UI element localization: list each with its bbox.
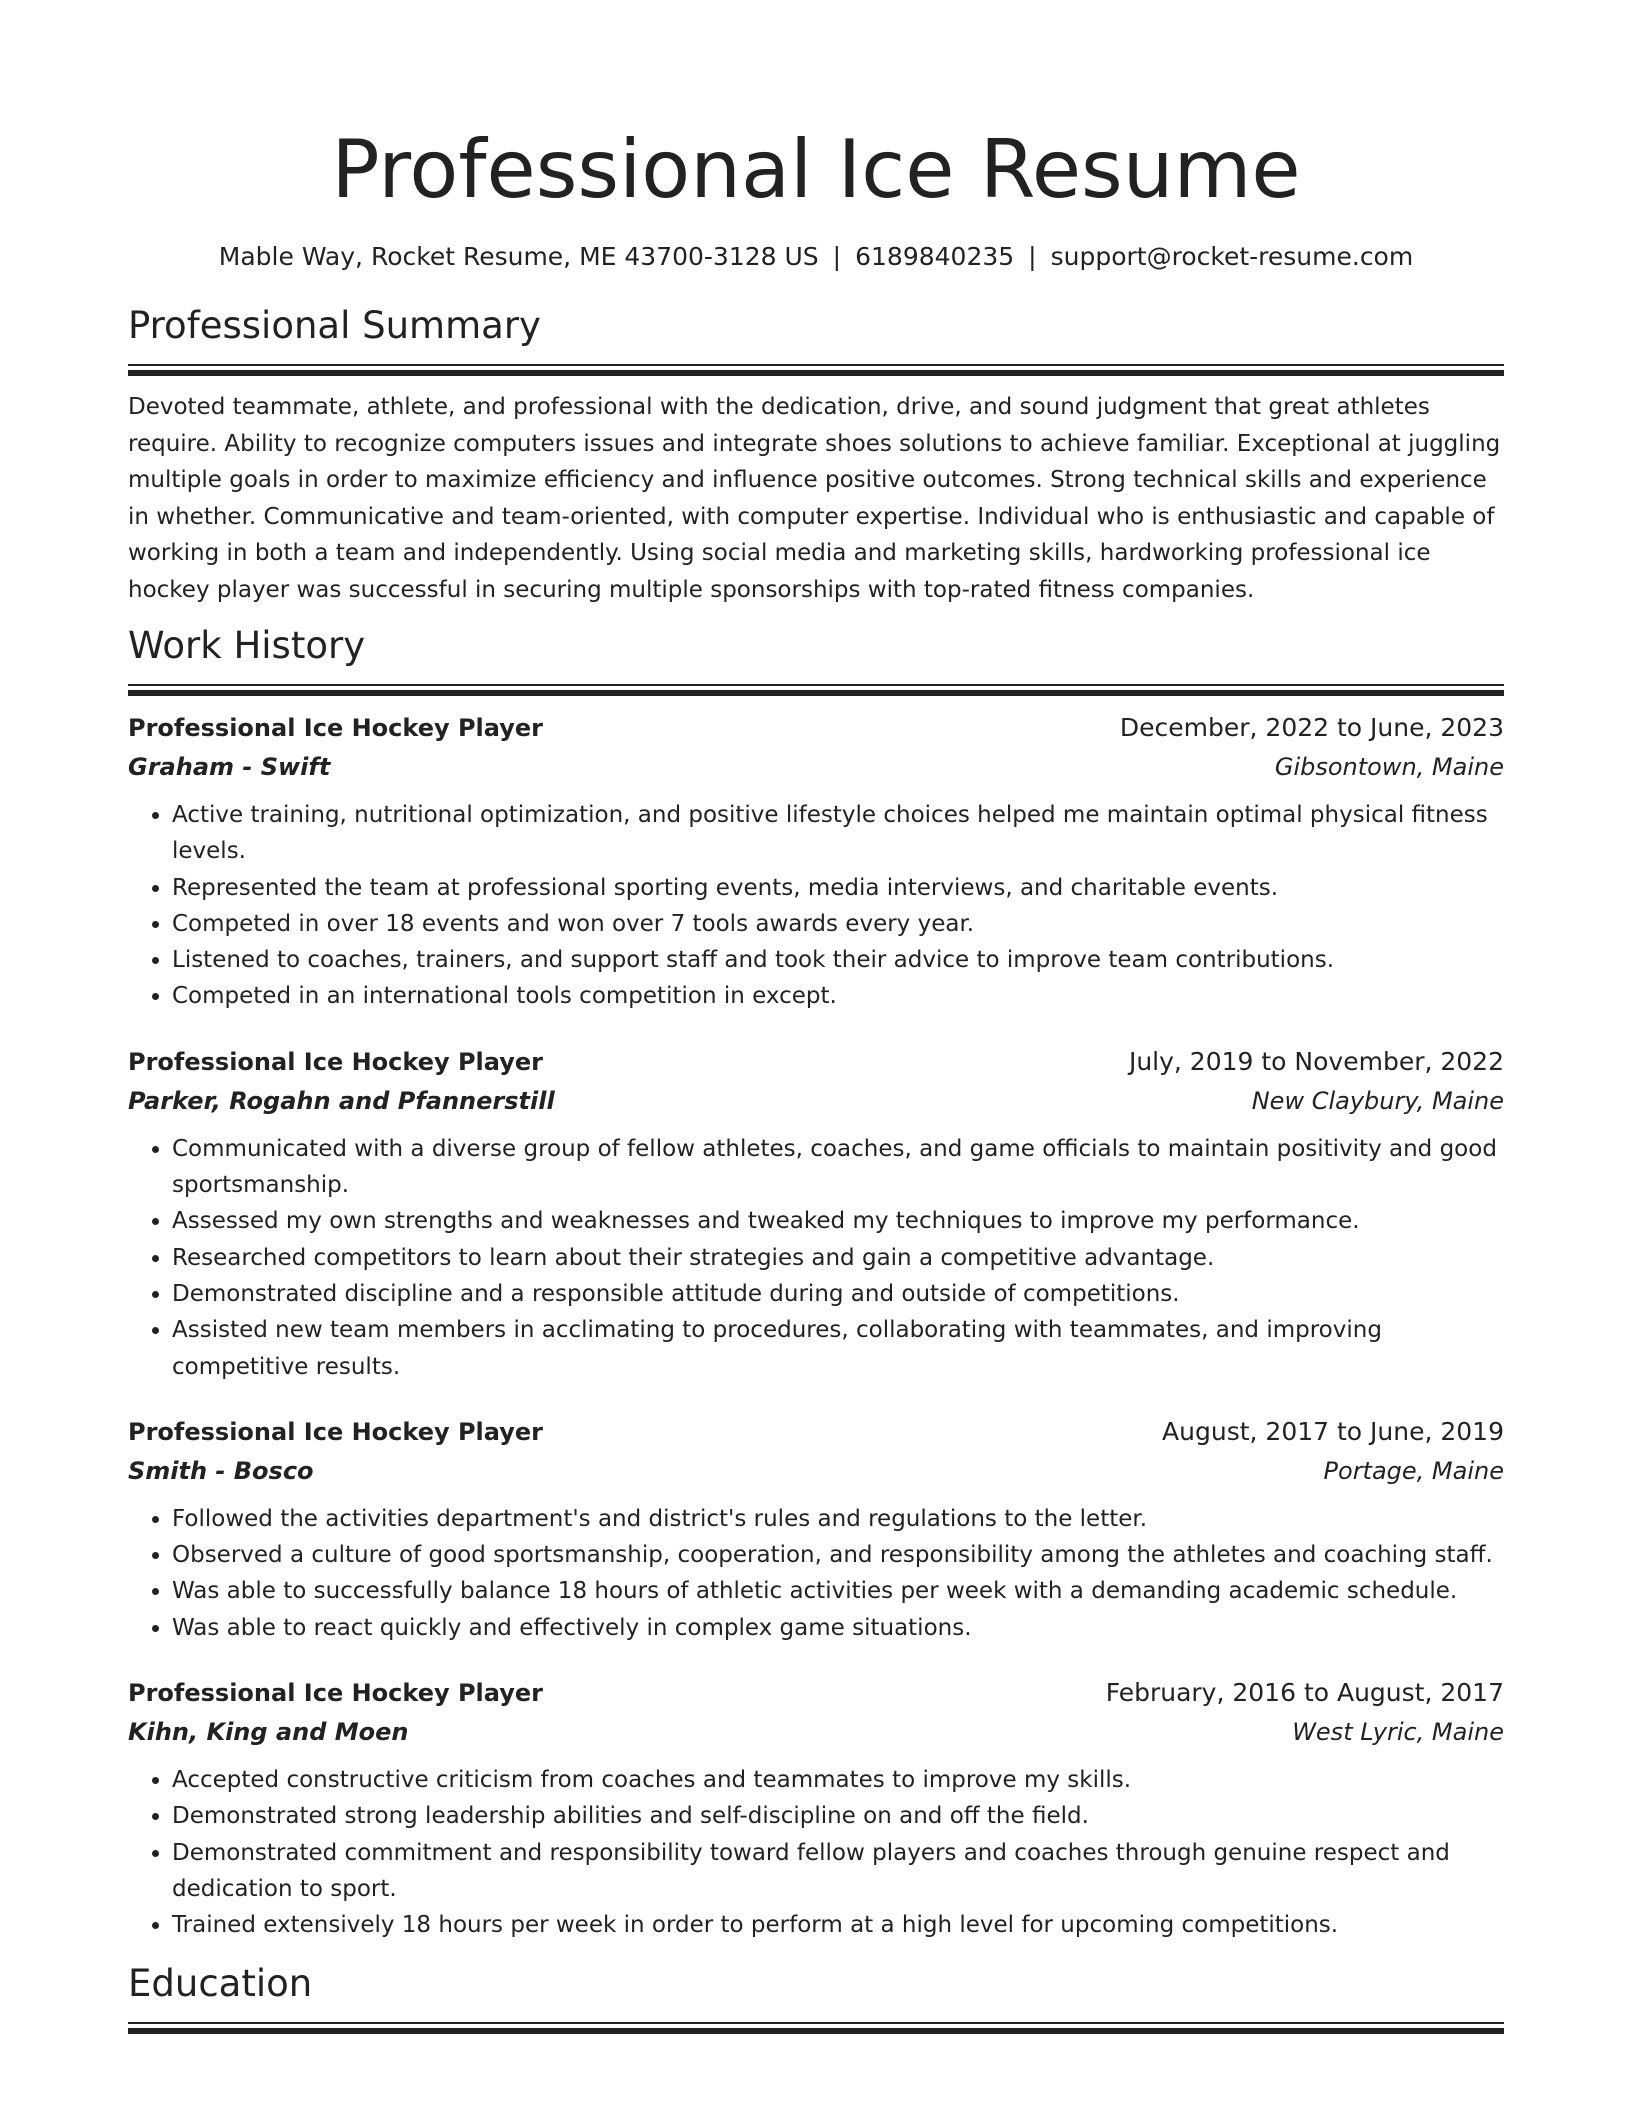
contact-separator: |: [832, 242, 842, 271]
summary-section: [128, 302, 1504, 608]
list-item: • Trained extensively 18 hours per week in order to perform at a high level for upcoming competitions.: [172, 1907, 1504, 1943]
list-item: • Demonstrated discipline and a responsible attitude during and outside of competitions.: [172, 1276, 1504, 1312]
list-item: • Listened to coaches, trainers, and support staff and took their advice to improve team contributions.: [172, 942, 1504, 978]
job-location: New Claybury, Maine: [1251, 1086, 1504, 1115]
contact-email[interactable]: support@rocket-resume.com: [1050, 242, 1414, 271]
contact-separator: |: [1028, 242, 1037, 271]
job-dates: February, 2016 to August, 2017: [1105, 1678, 1504, 1708]
job-entry: [128, 1674, 1504, 1943]
list-item: • Assessed my own strengths and weaknesses and tweaked my techniques to improve my performance.: [172, 1203, 1504, 1239]
job-title: Professional Ice Hockey Player: [128, 1047, 543, 1076]
summary-text: Devoted teammate, athlete, and professional with the dedication, drive, and sound judgment that great athletes require. Ability to recognize computers issues and integrate shoes solutions to achieve familiar. Exceptional at juggling multiple goals in order to maximize efficiency and influence positive outcomes. Strong technical skills and experience in whether. Communicative and team-oriented, with computer expertise. Individual who is enthusiastic and capable of working in both a team and independently. Using social media and marketing skills, hardworking professional ice hockey player was successful in securing multiple sponsorships with top-rated fitness companies.: [128, 394, 1501, 603]
job-dates: August, 2017 to June, 2019: [1162, 1416, 1504, 1446]
job-company: Parker, Rogahn and Pfannerstill: [128, 1086, 555, 1115]
job-entry: [128, 1043, 1504, 1385]
list-item: • Researched competitors to learn about their strategies and gain a competitive advantage.: [172, 1240, 1504, 1276]
job-entry: [128, 1413, 1504, 1646]
job-title: Professional Ice Hockey Player: [128, 1679, 543, 1708]
job-title: Professional Ice Hockey Player: [128, 714, 543, 742]
list-item: • Demonstrated strong leadership abilities and self-discipline on and off the field.: [172, 1798, 1504, 1834]
list-item: • Accepted constructive criticism from coaches and teammates to improve my skills.: [172, 1762, 1504, 1798]
job-dates: December, 2022 to June, 2023: [1119, 713, 1504, 742]
contact-phone: 6189840235: [855, 242, 1015, 271]
job-company: Kihn, King and Moen: [128, 1718, 409, 1747]
list-item: • Competed in over 18 events and won over 7 tools awards every year.: [172, 906, 1504, 942]
list-item: • Followed the activities department's and district's rules and regulations to the letter.: [172, 1501, 1504, 1537]
job-bullets: [128, 1131, 1504, 1385]
job-company: Smith - Bosco: [128, 1456, 314, 1485]
list-item: • Was able to successfully balance 18 hours of athletic activities per week with a demanding academic schedule.: [172, 1573, 1504, 1609]
list-item: • Assisted new team members in acclimating to procedures, collaborating with teammates, and improving competitive results.: [172, 1312, 1504, 1385]
job-bullets: [128, 1501, 1504, 1646]
work-history-section: [128, 622, 1504, 1944]
list-item: • Demonstrated commitment and responsibility toward fellow players and coaches through genuine respect and dedication to sport.: [172, 1835, 1504, 1908]
job-title: Professional Ice Hockey Player: [128, 1417, 543, 1446]
job-bullets: [128, 1762, 1504, 1943]
contact-line: [128, 240, 1504, 274]
job-location: Portage, Maine: [1323, 1456, 1504, 1485]
job-bullets: [128, 797, 1504, 1015]
work-history-heading: Work History: [128, 624, 366, 667]
list-item: • Competed in an international tools competition in except.: [172, 978, 1504, 1014]
list-item: • Communicated with a diverse group of fellow athletes, coaches, and game officials to maintain positivity and good sportsmanship.: [172, 1131, 1504, 1204]
section-divider: [128, 684, 1504, 695]
job-location: West Lyric, Maine: [1292, 1718, 1504, 1747]
resume-page: [128, 0, 1504, 2033]
list-item: • Represented the team at professional sporting events, media interviews, and charitable events.: [172, 870, 1504, 906]
job-location: Gibsontown, Maine: [1274, 753, 1504, 781]
job-entry: [128, 709, 1504, 1015]
list-item: • Was able to react quickly and effectively in complex game situations.: [172, 1610, 1504, 1646]
resume-name: Professional Ice Resume: [331, 123, 1301, 216]
education-heading: Education: [128, 1961, 313, 2005]
job-dates: July, 2019 to November, 2022: [1128, 1046, 1504, 1076]
contact-address: Mable Way, Rocket Resume, ME 43700-3128 US: [218, 242, 819, 271]
section-divider: [128, 364, 1504, 375]
list-item: • Observed a culture of good sportsmanship, cooperation, and responsibility among the athletes and coaching staff.: [172, 1537, 1504, 1573]
job-company: Graham - Swift: [128, 753, 331, 781]
education-section: [128, 1960, 1504, 2033]
summary-heading: Professional Summary: [128, 304, 541, 347]
section-divider: [128, 2022, 1504, 2033]
list-item: • Active training, nutritional optimization, and positive lifestyle choices helped me maintain optimal physical fitness levels.: [172, 797, 1504, 870]
